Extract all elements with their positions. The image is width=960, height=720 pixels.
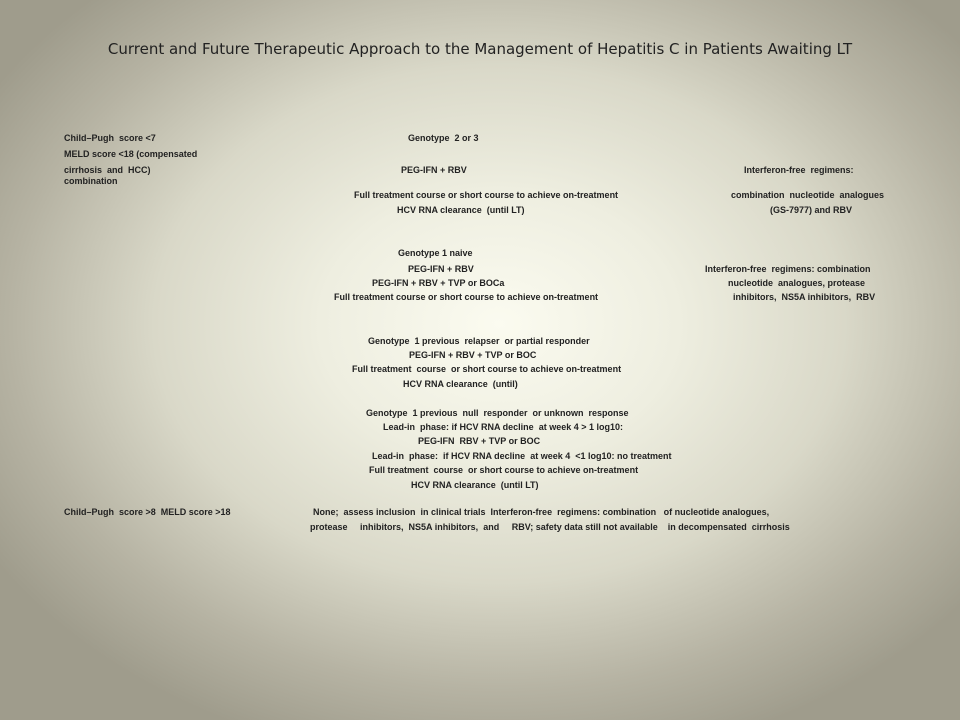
decompensated-none-assess: None; assess inclusion in clinical trials Interferon-free regimens: combination of nucleotide analogues, <box>313 507 770 517</box>
g1null-lead-in-gt1: Lead-in phase: if HCV RNA decline at week 4 > 1 log10: <box>383 422 623 432</box>
decompensated-protease-safety: protease inhibitors, NS5A inhibitors, and RBV; safety data still not available in decompensated cirrhosis <box>310 522 790 532</box>
genotype-1-naive-heading: Genotype 1 naive <box>398 248 473 258</box>
g1-relapser-heading: Genotype 1 previous relapser or partial responder <box>368 336 590 346</box>
meld-lt18: MELD score <18 (compensated <box>64 149 198 159</box>
g1r-peg-ifn-tvp-boc: PEG-IFN + RBV + TVP or BOC <box>409 350 537 360</box>
g1null-full-course: Full treatment course or short course to achieve on-treatment <box>369 465 639 475</box>
g1n-peg-ifn-rbv: PEG-IFN + RBV <box>408 264 474 274</box>
g1n-ifn-free-heading: Interferon-free regimens: combination <box>705 264 871 274</box>
child-pugh-lt7: Child–Pugh score <7 <box>64 133 156 143</box>
g23-full-course: Full treatment course or short course to achieve on-treatment <box>354 190 619 200</box>
g23-gs7977: (GS-7977) and RBV <box>770 205 853 215</box>
g23-ifn-free-heading: Interferon-free regimens: <box>744 165 854 175</box>
g1r-hcv-clearance: HCV RNA clearance (until) <box>403 379 518 389</box>
g1n-inhibitors: inhibitors, NS5A inhibitors, RBV <box>733 292 876 302</box>
g1n-full-course: Full treatment course or short course to achieve on-treatment <box>334 292 599 302</box>
g1n-nucleotide-protease: nucleotide analogues, protease <box>728 278 866 288</box>
g23-peg-ifn-rbv: PEG-IFN + RBV <box>401 165 467 175</box>
g1-null-responder-heading: Genotype 1 previous null responder or unknown response <box>366 408 629 418</box>
g1null-lead-in-lt1: Lead-in phase: if HCV RNA decline at week 4 <1 log10: no treatment <box>372 451 672 461</box>
g23-hcv-clearance: HCV RNA clearance (until LT) <box>397 205 525 215</box>
g23-combination-nucleotide: combination nucleotide analogues <box>731 190 885 200</box>
genotype-2-3-heading: Genotype 2 or 3 <box>408 133 479 143</box>
slide-title: Current and Future Therapeutic Approach to the Management of Hepatitis C in Patients Awaiting LT <box>107 40 853 58</box>
g1null-hcv-clearance: HCV RNA clearance (until LT) <box>411 480 539 490</box>
cirrhosis-hcc: cirrhosis and HCC) <box>64 165 151 175</box>
g1r-full-course: Full treatment course or short course to achieve on-treatment <box>352 364 622 374</box>
g1null-peg-ifn-tvp-boc: PEG-IFN RBV + TVP or BOC <box>418 436 541 446</box>
combination-label: combination <box>64 176 118 186</box>
child-pugh-gt8-meld-gt18: Child–Pugh score >8 MELD score >18 <box>64 507 231 517</box>
g1n-peg-ifn-tvp-boc: PEG-IFN + RBV + TVP or BOCa <box>372 278 505 288</box>
